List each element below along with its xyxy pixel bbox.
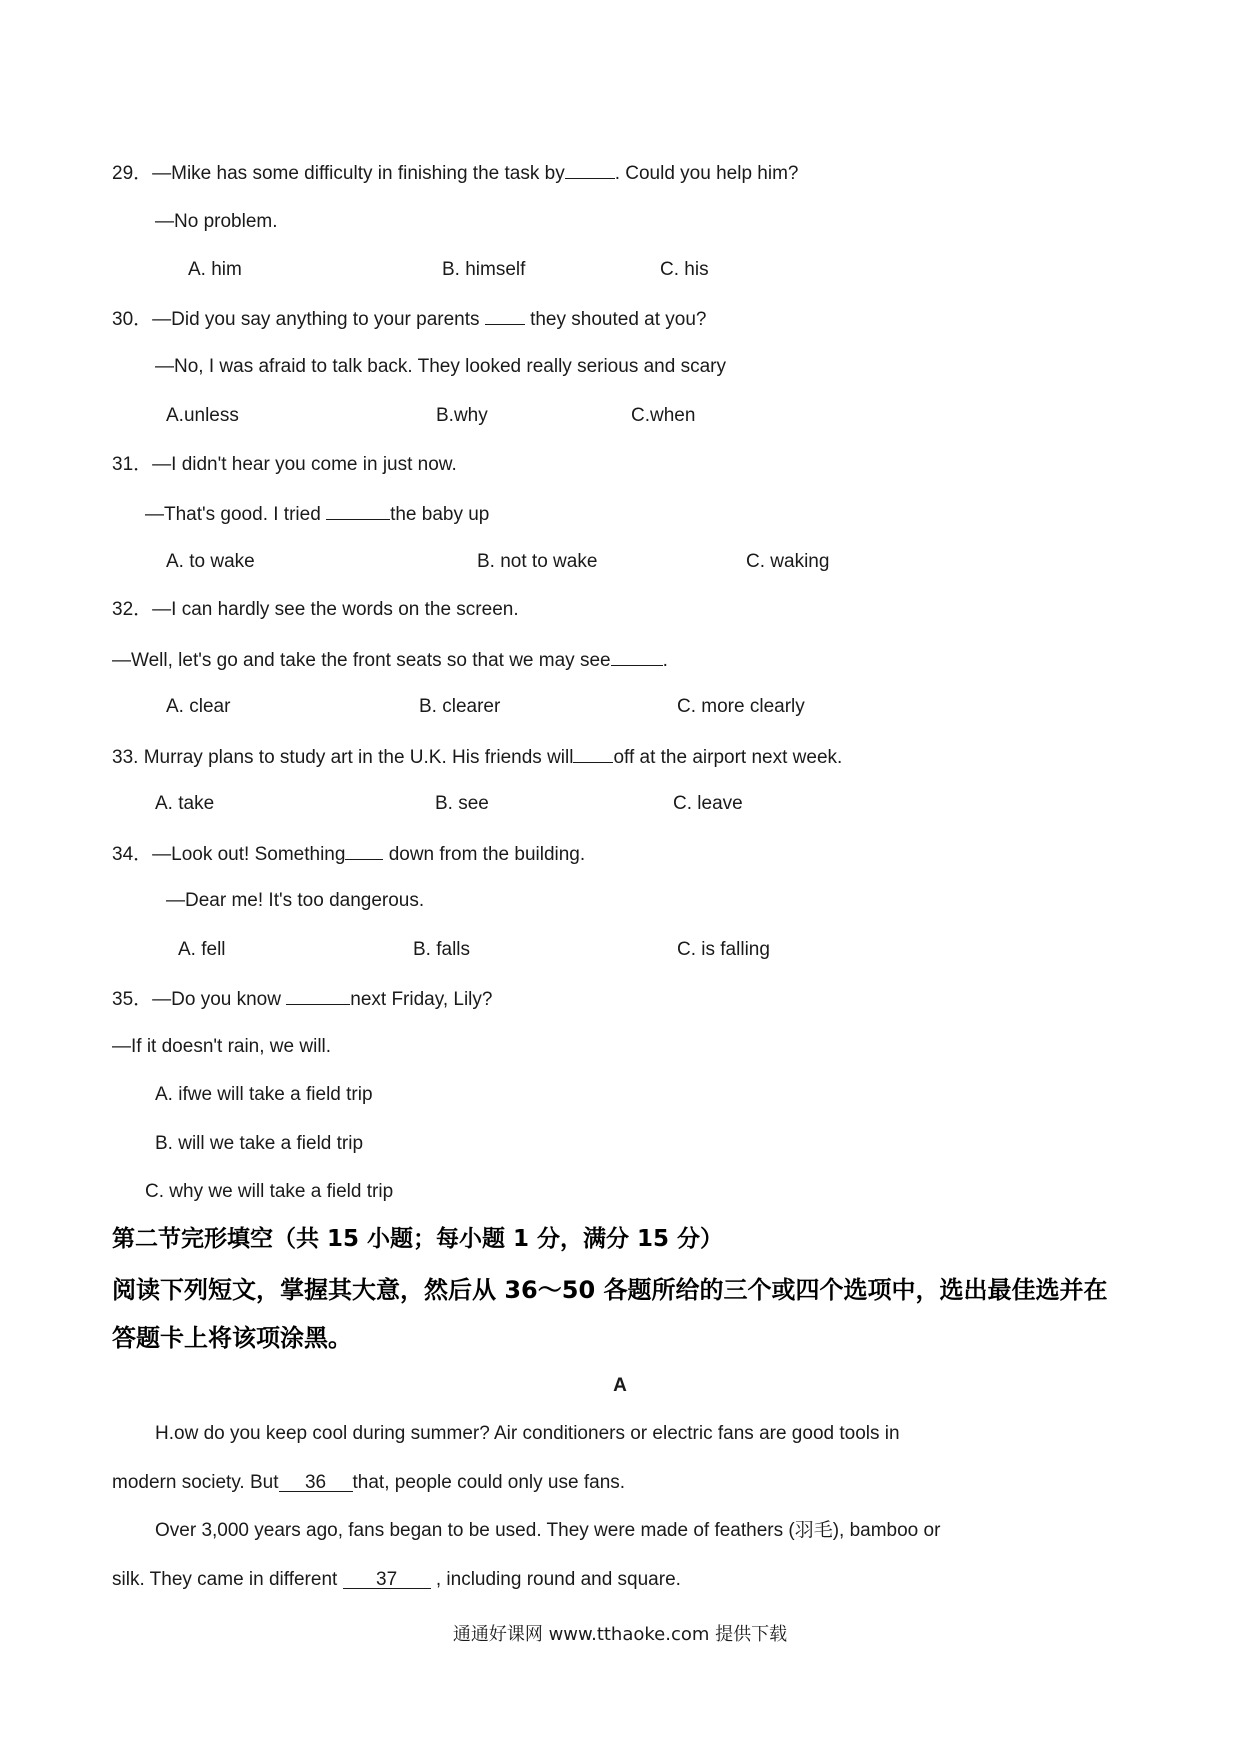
answer-blank [565,160,615,179]
q33-option-c: C. leave [673,793,743,814]
q31-option-a: A. to wake [166,551,255,572]
passage-heading: A [613,1375,627,1396]
q29-option-c: C. his [660,259,709,280]
answer-blank [286,986,350,1005]
q29-option-a: A. him [188,259,242,280]
q29-reply: —No problem. [155,211,278,232]
q35-option-b: B. will we take a field trip [155,1133,364,1154]
q35-option-c: C. why we will take a field trip [145,1181,394,1202]
q32-option-a: A. clear [166,696,231,717]
q30-option-a: A.unless [166,405,239,426]
q30-option-b: B.why [436,405,488,426]
q35-option-a: A. ifwe will take a field trip [155,1084,373,1105]
q30-stem: 30．—Did you say anything to your parents they shouted at you? [112,306,707,332]
q34-stem: 34．—Look out! Something down from the building. [112,841,585,867]
q35-stem: 35．—Do you know next Friday, Lily? [112,986,492,1012]
section-instruction-line-2: 答题卡上将该项涂黑。 [112,1324,352,1352]
answer-blank [573,744,613,763]
q34-option-a: A. fell [178,939,226,960]
passage-p2-line-2: silk. They came in different 37 , including round and square. [112,1569,681,1590]
blank-36: 36 [279,1471,353,1492]
passage-p1-line-2: modern society. But 36 that, people could only use fans. [112,1472,626,1493]
blank-37: 37 [343,1568,431,1589]
q29-option-b: B. himself [442,259,526,280]
q33-stem: 33. Murray plans to study art in the U.K. His friends will off at the airport next week. [112,744,842,770]
footer-watermark: 通通好课网 www.tthaoke.com 提供下载 [452,1624,788,1645]
answer-blank [345,841,383,860]
q32-reply: —Well, let's go and take the front seats so that we may see . [112,647,668,673]
answer-blank [485,306,525,325]
q31-option-c: C. waking [746,551,830,572]
q29-stem: 29．—Mike has some difficulty in finishing the task by . Could you help him? [112,160,798,186]
q32-option-c: C. more clearly [677,696,805,717]
q33-option-b: B. see [435,793,489,814]
q35-reply: —If it doesn't rain, we will. [112,1036,332,1057]
answer-blank [326,501,390,520]
q30-option-c: C.when [631,405,696,426]
passage-p1-line-1: H.ow do you keep cool during summer? Air conditioners or electric fans are good tools in [155,1423,900,1444]
answer-blank [611,647,663,666]
q30-reply: —No, I was afraid to talk back. They looked really serious and scary [155,356,726,377]
q32-stem: 32．—I can hardly see the words on the screen. [112,599,519,620]
q34-option-b: B. falls [413,939,471,960]
q34-reply: —Dear me! It's too dangerous. [166,890,425,911]
q32-option-b: B. clearer [419,696,501,717]
q31-option-b: B. not to wake [477,551,598,572]
section-instruction-line-1: 阅读下列短文，掌握其大意，然后从 36～50 各题所给的三个或四个选项中，选出最佳选并在 [112,1276,1108,1304]
passage-p2-line-1: Over 3,000 years ago, fans began to be used. They were made of feathers (羽毛), bamboo or [155,1520,941,1541]
q31-stem: 31．—I didn't hear you come in just now. [112,454,457,475]
q31-reply: —That's good. I tried the baby up [145,501,489,527]
q34-option-c: C. is falling [677,939,770,960]
q33-option-a: A. take [155,793,215,814]
section-title: 第二节完形填空（共 15 小题；每小题 1 分，满分 15 分） [112,1226,724,1252]
